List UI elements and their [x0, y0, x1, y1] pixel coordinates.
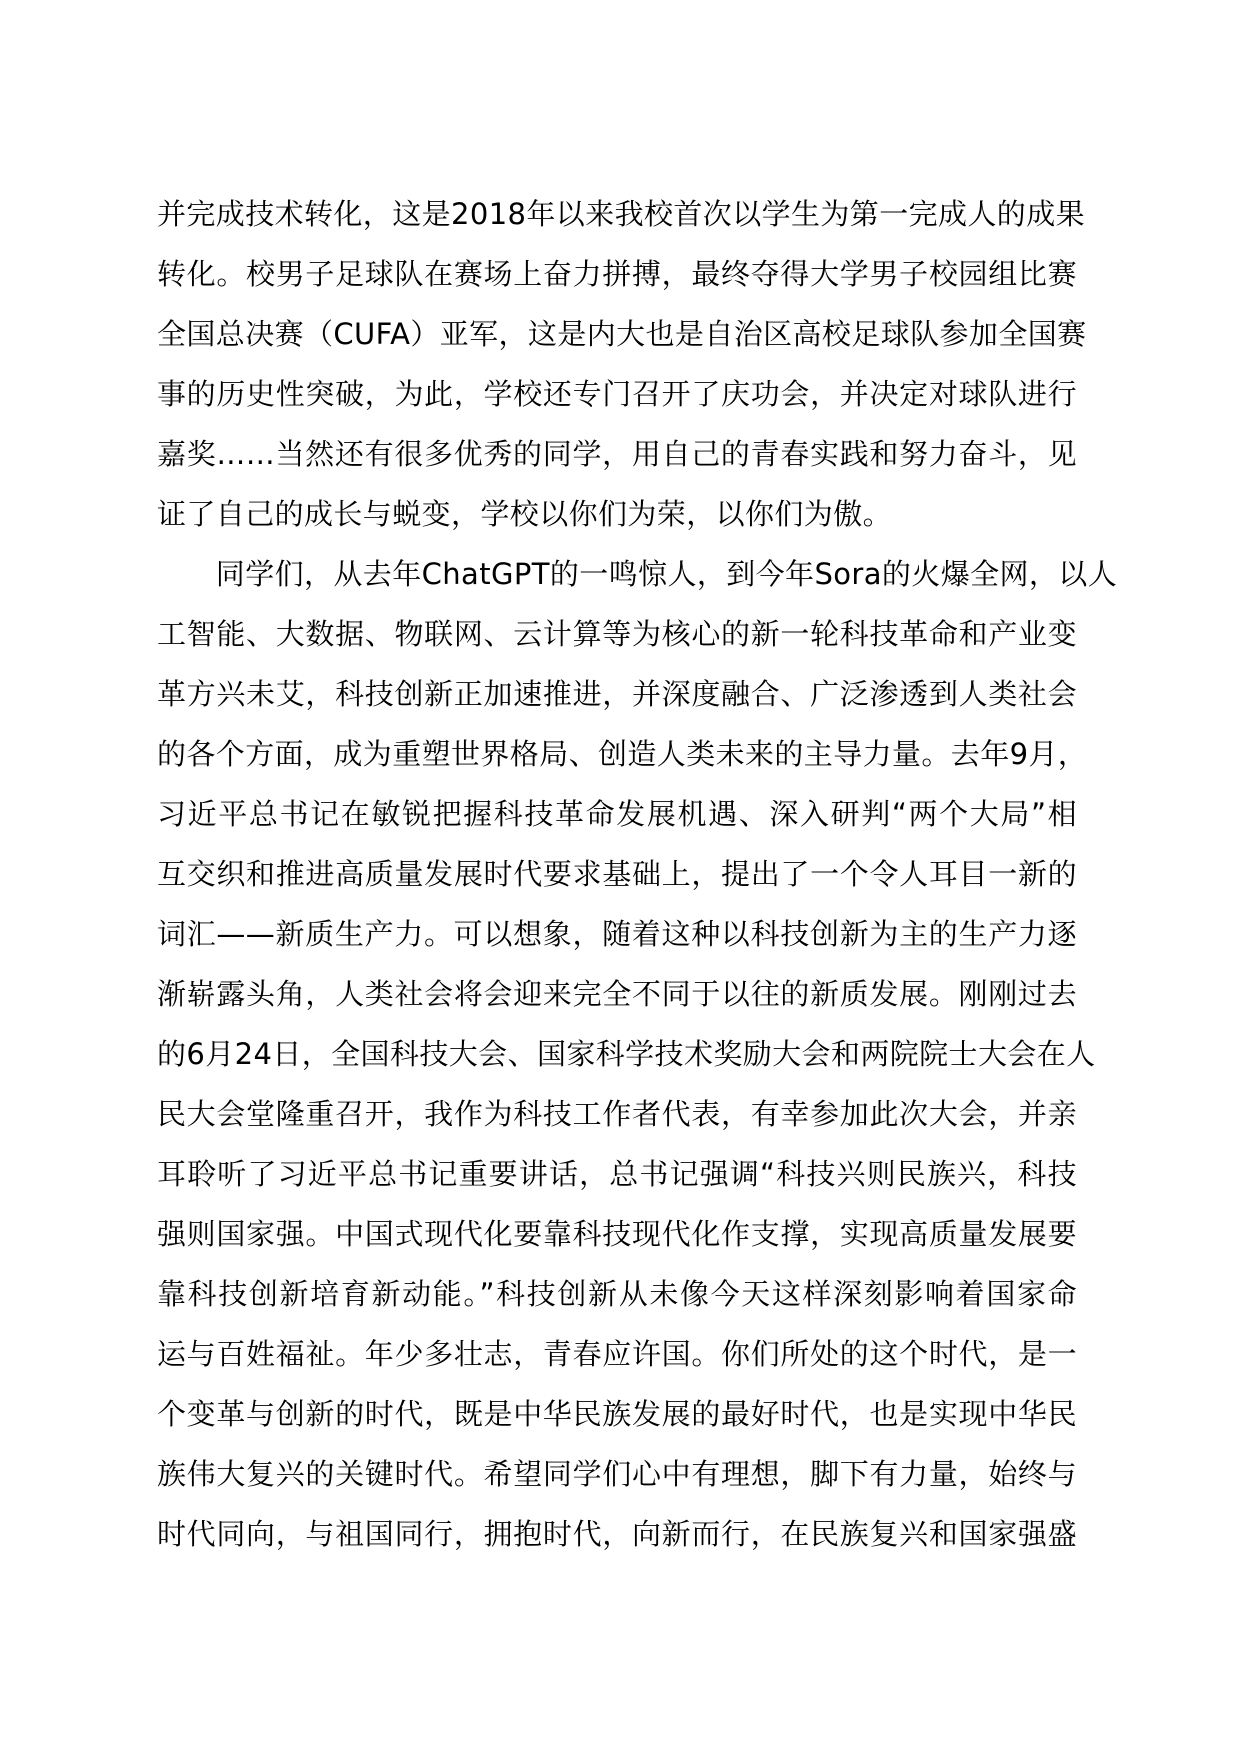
text-line: 习近平总书记在敏锐把握科技革命发展机遇、深入研判“两个大局”相 — [157, 797, 1077, 831]
paragraph-technology — [157, 544, 1118, 1564]
text-line: 事的历史性突破，为此，学校还专门召开了庆功会，并决定对球队进行 — [157, 377, 1077, 411]
text-line: 耳聆听了习近平总书记重要讲话，总书记强调“科技兴则民族兴，科技 — [157, 1157, 1077, 1191]
text-line: 证了自己的成长与蜕变，学校以你们为荣，以你们为傲。 — [157, 497, 893, 531]
text-line: 族伟大复兴的关键时代。希望同学们心中有理想，脚下有力量，始终与 — [157, 1457, 1077, 1491]
text-line: 同学们，从去年ChatGPT的一鸣惊人，到今年Sora的火爆全网，以人 — [157, 557, 1118, 591]
text-line: 民大会堂隆重召开，我作为科技工作者代表，有幸参加此次大会，并亲 — [157, 1097, 1077, 1131]
body-text — [157, 184, 1118, 1564]
text-line: 革方兴未艾，科技创新正加速推进，并深度融合、广泛渗透到人类社会 — [157, 677, 1077, 711]
text-line: 靠科技创新培育新动能。”科技创新从未像今天这样深刻影响着国家命 — [157, 1277, 1077, 1311]
text-line: 词汇——新质生产力。可以想象，随着这种以科技创新为主的生产力逐 — [157, 917, 1077, 951]
paragraph-achievements — [157, 184, 1087, 544]
text-line: 全国总决赛（CUFA）亚军，这是内大也是自治区高校足球队参加全国赛 — [157, 317, 1087, 351]
text-line: 并完成技术转化，这是2018年以来我校首次以学生为第一完成人的成果 — [157, 197, 1086, 231]
text-line: 时代同向，与祖国同行，拥抱时代，向新而行，在民族复兴和国家强盛 — [157, 1517, 1077, 1551]
text-line: 个变革与创新的时代，既是中华民族发展的最好时代，也是实现中华民 — [157, 1397, 1077, 1431]
text-line: 渐崭露头角，人类社会将会迎来完全不同于以往的新质发展。刚刚过去 — [157, 977, 1077, 1011]
text-line: 的各个方面，成为重塑世界格局、创造人类未来的主导力量。去年9月， — [157, 737, 1088, 771]
text-line: 运与百姓福祉。年少多壮志，青春应许国。你们所处的这个时代，是一 — [157, 1337, 1077, 1371]
text-line: 强则国家强。中国式现代化要靠科技现代化作支撑，实现高质量发展要 — [157, 1217, 1077, 1251]
text-line: 互交织和推进高质量发展时代要求基础上，提出了一个令人耳目一新的 — [157, 857, 1077, 891]
text-line: 嘉奖……当然还有很多优秀的同学，用自己的青春实践和努力奋斗，见 — [157, 437, 1077, 471]
text-line: 转化。校男子足球队在赛场上奋力拼搏，最终夺得大学男子校园组比赛 — [157, 257, 1077, 291]
text-line: 的6月24日，全国科技大会、国家科学技术奖励大会和两院院士大会在人 — [157, 1037, 1096, 1071]
text-line: 工智能、大数据、物联网、云计算等为核心的新一轮科技革命和产业变 — [157, 617, 1077, 651]
